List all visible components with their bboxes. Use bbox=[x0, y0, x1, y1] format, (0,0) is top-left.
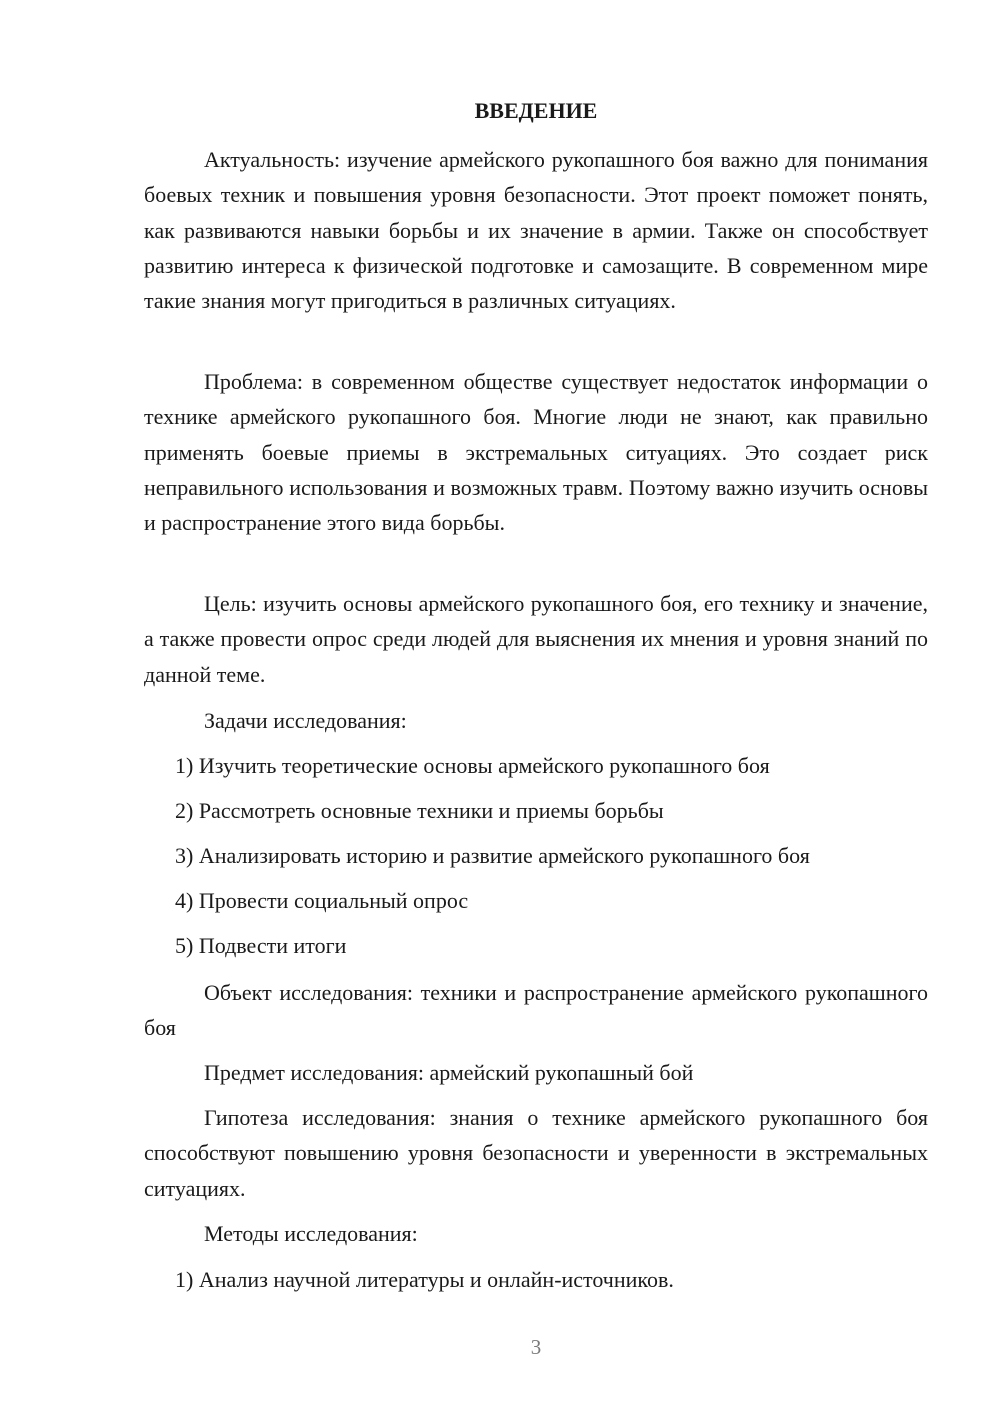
problem-paragraph: Проблема: в современном обществе существует недостаток информации о технике армейского рукопашного боя. Многие люди не знают, как правильно применять боевые приемы в экстремальных ситуациях. Это создает риск неправильного использования и возможных травм. Поэтому важно изучить основы и распространение этого вида борьбы. bbox=[144, 369, 928, 536]
hypothesis-paragraph: Гипотеза исследования: знания о технике армейского рукопашного боя способствуют повышению уровня безопасности и уверенности в экстремальных ситуациях. bbox=[144, 1105, 928, 1201]
method-item: 1) Анализ научной литературы и онлайн-источников. bbox=[175, 1267, 674, 1292]
tasks-heading: Задачи исследования: bbox=[204, 708, 407, 733]
task-item: 1) Изучить теоретические основы армейского рукопашного боя bbox=[175, 753, 770, 778]
task-item: 2) Рассмотреть основные техники и приемы борьбы bbox=[175, 798, 664, 823]
methods-heading: Методы исследования: bbox=[204, 1221, 418, 1246]
page-number: 3 bbox=[530, 1335, 542, 1359]
object-paragraph: Объект исследования: техники и распространение армейского рукопашного боя bbox=[144, 980, 928, 1041]
task-item: 3) Анализировать историю и развитие армейского рукопашного боя bbox=[175, 843, 810, 868]
relevance-paragraph: Актуальность: изучение армейского рукопашного боя важно для понимания боевых техник и повышения уровня безопасности. Этот проект поможет понять, как развиваются навыки борьбы и их значение в армии. Также он способствует развитию интереса к физической подготовке и самозащите. В современном мире такие знания могут пригодиться в различных ситуациях. bbox=[144, 147, 928, 314]
task-item: 5) Подвести итоги bbox=[175, 933, 347, 958]
goal-paragraph: Цель: изучить основы армейского рукопашного боя, его технику и значение, а также провести опрос среди людей для выяснения их мнения и уровня знаний по данной теме. bbox=[144, 591, 928, 687]
page-heading: ВВЕДЕНИЕ bbox=[474, 98, 598, 123]
subject-paragraph: Предмет исследования: армейский рукопашный бой bbox=[204, 1060, 694, 1085]
task-item: 4) Провести социальный опрос bbox=[175, 888, 469, 913]
